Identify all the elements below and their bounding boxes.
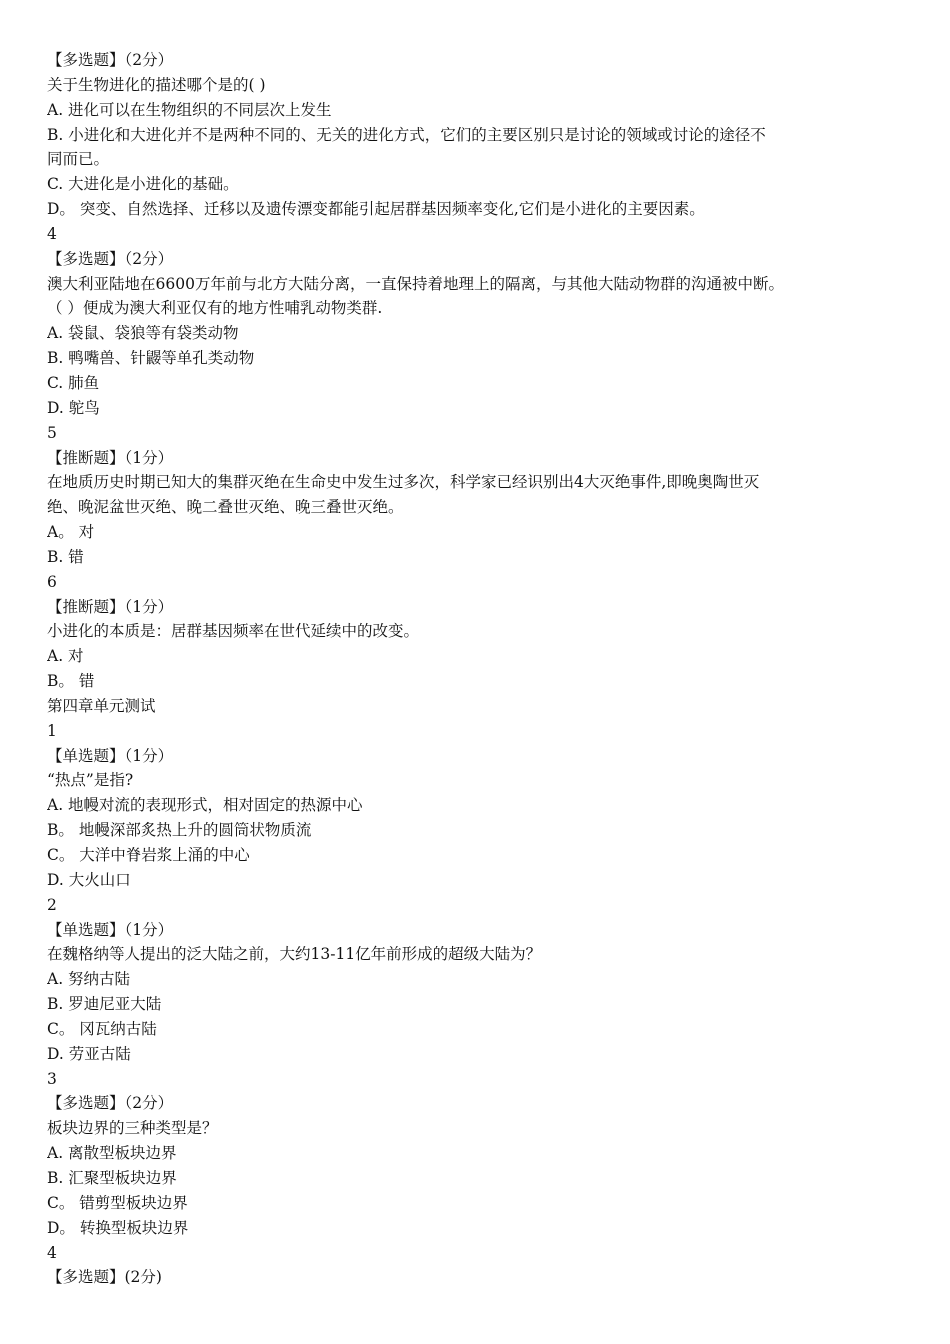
question-number: 1 <box>47 721 57 740</box>
q4-option-d: D. 鸵鸟 <box>47 398 100 417</box>
q5-option-a: A。 对 <box>47 523 95 542</box>
q4-option-a: A. 袋鼠、袋狼等有袋类动物 <box>47 324 239 343</box>
question-number: 6 <box>47 572 57 591</box>
q4-stem-cont: （ ）便成为澳大利亚仅有的地方性哺乳动物类群. <box>47 299 383 318</box>
q4-stem: 澳大利亚陆地在6600万年前与北方大陆分离，一直保持着地理上的隔离，与其他大陆动物群的沟通被中断。 <box>47 274 784 293</box>
question-number: 4 <box>47 1243 57 1262</box>
q3-option-d: D。 突变、自然选择、迁移以及遗传漂变都能引起居群基因频率变化,它们是小进化的主要因素。 <box>47 200 705 219</box>
ch4-q2-stem: 在魏格纳等人提出的泛大陆之前，大约13-11亿年前形成的超级大陆为？ <box>47 945 542 964</box>
ch4-q2-option-c: C。 冈瓦纳古陆 <box>47 1019 157 1038</box>
ch4-q3-option-c: C。 错剪型板块边界 <box>47 1193 188 1212</box>
ch4-q2-option-d: D. 劳亚古陆 <box>47 1044 131 1063</box>
q3-option-b-cont: 同而已。 <box>47 150 110 169</box>
ch4-q3-option-a: A. 离散型板块边界 <box>47 1144 177 1163</box>
ch4-q3-option-b: B. 汇聚型板块边界 <box>47 1168 177 1187</box>
question-number: 4 <box>47 224 57 243</box>
ch4-q3-stem: 板块边界的三种类型是？ <box>47 1119 218 1138</box>
question-number: 3 <box>47 1069 57 1088</box>
q5-stem: 在地质历史时期已知大的集群灭绝在生命史中发生过多次，科学家已经识别出4大灭绝事件,即晚奥陶世灭 <box>47 473 760 492</box>
q4-type-label: 【多选题】（2分） <box>47 249 174 268</box>
q6-type-label: 【推断题】（1分） <box>47 597 174 616</box>
q3-option-b: B. 小进化和大进化并不是两种不同的、无关的进化方式，它们的主要区别只是讨论的领域或讨论的途径不 <box>47 125 766 144</box>
q5-option-b: B. 错 <box>47 547 84 566</box>
question-number: 5 <box>47 423 57 442</box>
ch4-q1-stem: “热点”是指? <box>47 771 134 790</box>
ch4-q2-type-label: 【单选题】（1分） <box>47 920 174 939</box>
q4-option-c: C. 肺鱼 <box>47 373 100 392</box>
ch4-q4-type-label: 【多选题】(2分) <box>47 1268 162 1287</box>
ch4-q1-option-d: D. 大火山口 <box>47 870 131 889</box>
q4-option-b: B. 鸭嘴兽、针鼹等单孔类动物 <box>47 349 255 368</box>
q5-type-label: 【推断题】（1分） <box>47 448 174 467</box>
q3-option-a: A. 进化可以在生物组织的不同层次上发生 <box>47 100 332 119</box>
q6-option-b: B。 错 <box>47 672 95 691</box>
ch4-q1-type-label: 【单选题】（1分） <box>47 746 174 765</box>
ch4-q1-option-c: C。 大洋中脊岩浆上涌的中心 <box>47 846 250 864</box>
ch4-q1-option-a: A. 地幔对流的表现形式，相对固定的热源中心 <box>47 796 363 815</box>
q3-option-c: C. 大进化是小进化的基础。 <box>47 175 239 194</box>
q5-stem-cont: 绝、晚泥盆世灭绝、晚二叠世灭绝、晚三叠世灭绝。 <box>47 498 404 517</box>
q3-type-label: 【多选题】（2分） <box>47 51 174 69</box>
ch4-q2-option-b: B. 罗迪尼亚大陆 <box>47 995 162 1014</box>
section-heading: 第四章单元测试 <box>47 696 156 715</box>
ch4-q2-option-a: A. 努纳古陆 <box>47 970 131 989</box>
q6-stem: 小进化的本质是：居群基因频率在世代延续中的改变。 <box>47 622 420 641</box>
question-number: 2 <box>47 895 57 914</box>
q3-stem: 关于生物进化的描述哪个是的( ) <box>47 75 266 94</box>
ch4-q1-option-b: B。 地幔深部炙热上升的圆筒状物质流 <box>47 821 312 840</box>
ch4-q3-type-label: 【多选题】（2分） <box>47 1094 174 1113</box>
ch4-q3-option-d: D。 转换型板块边界 <box>47 1218 189 1237</box>
q6-option-a: A. 对 <box>47 647 84 666</box>
